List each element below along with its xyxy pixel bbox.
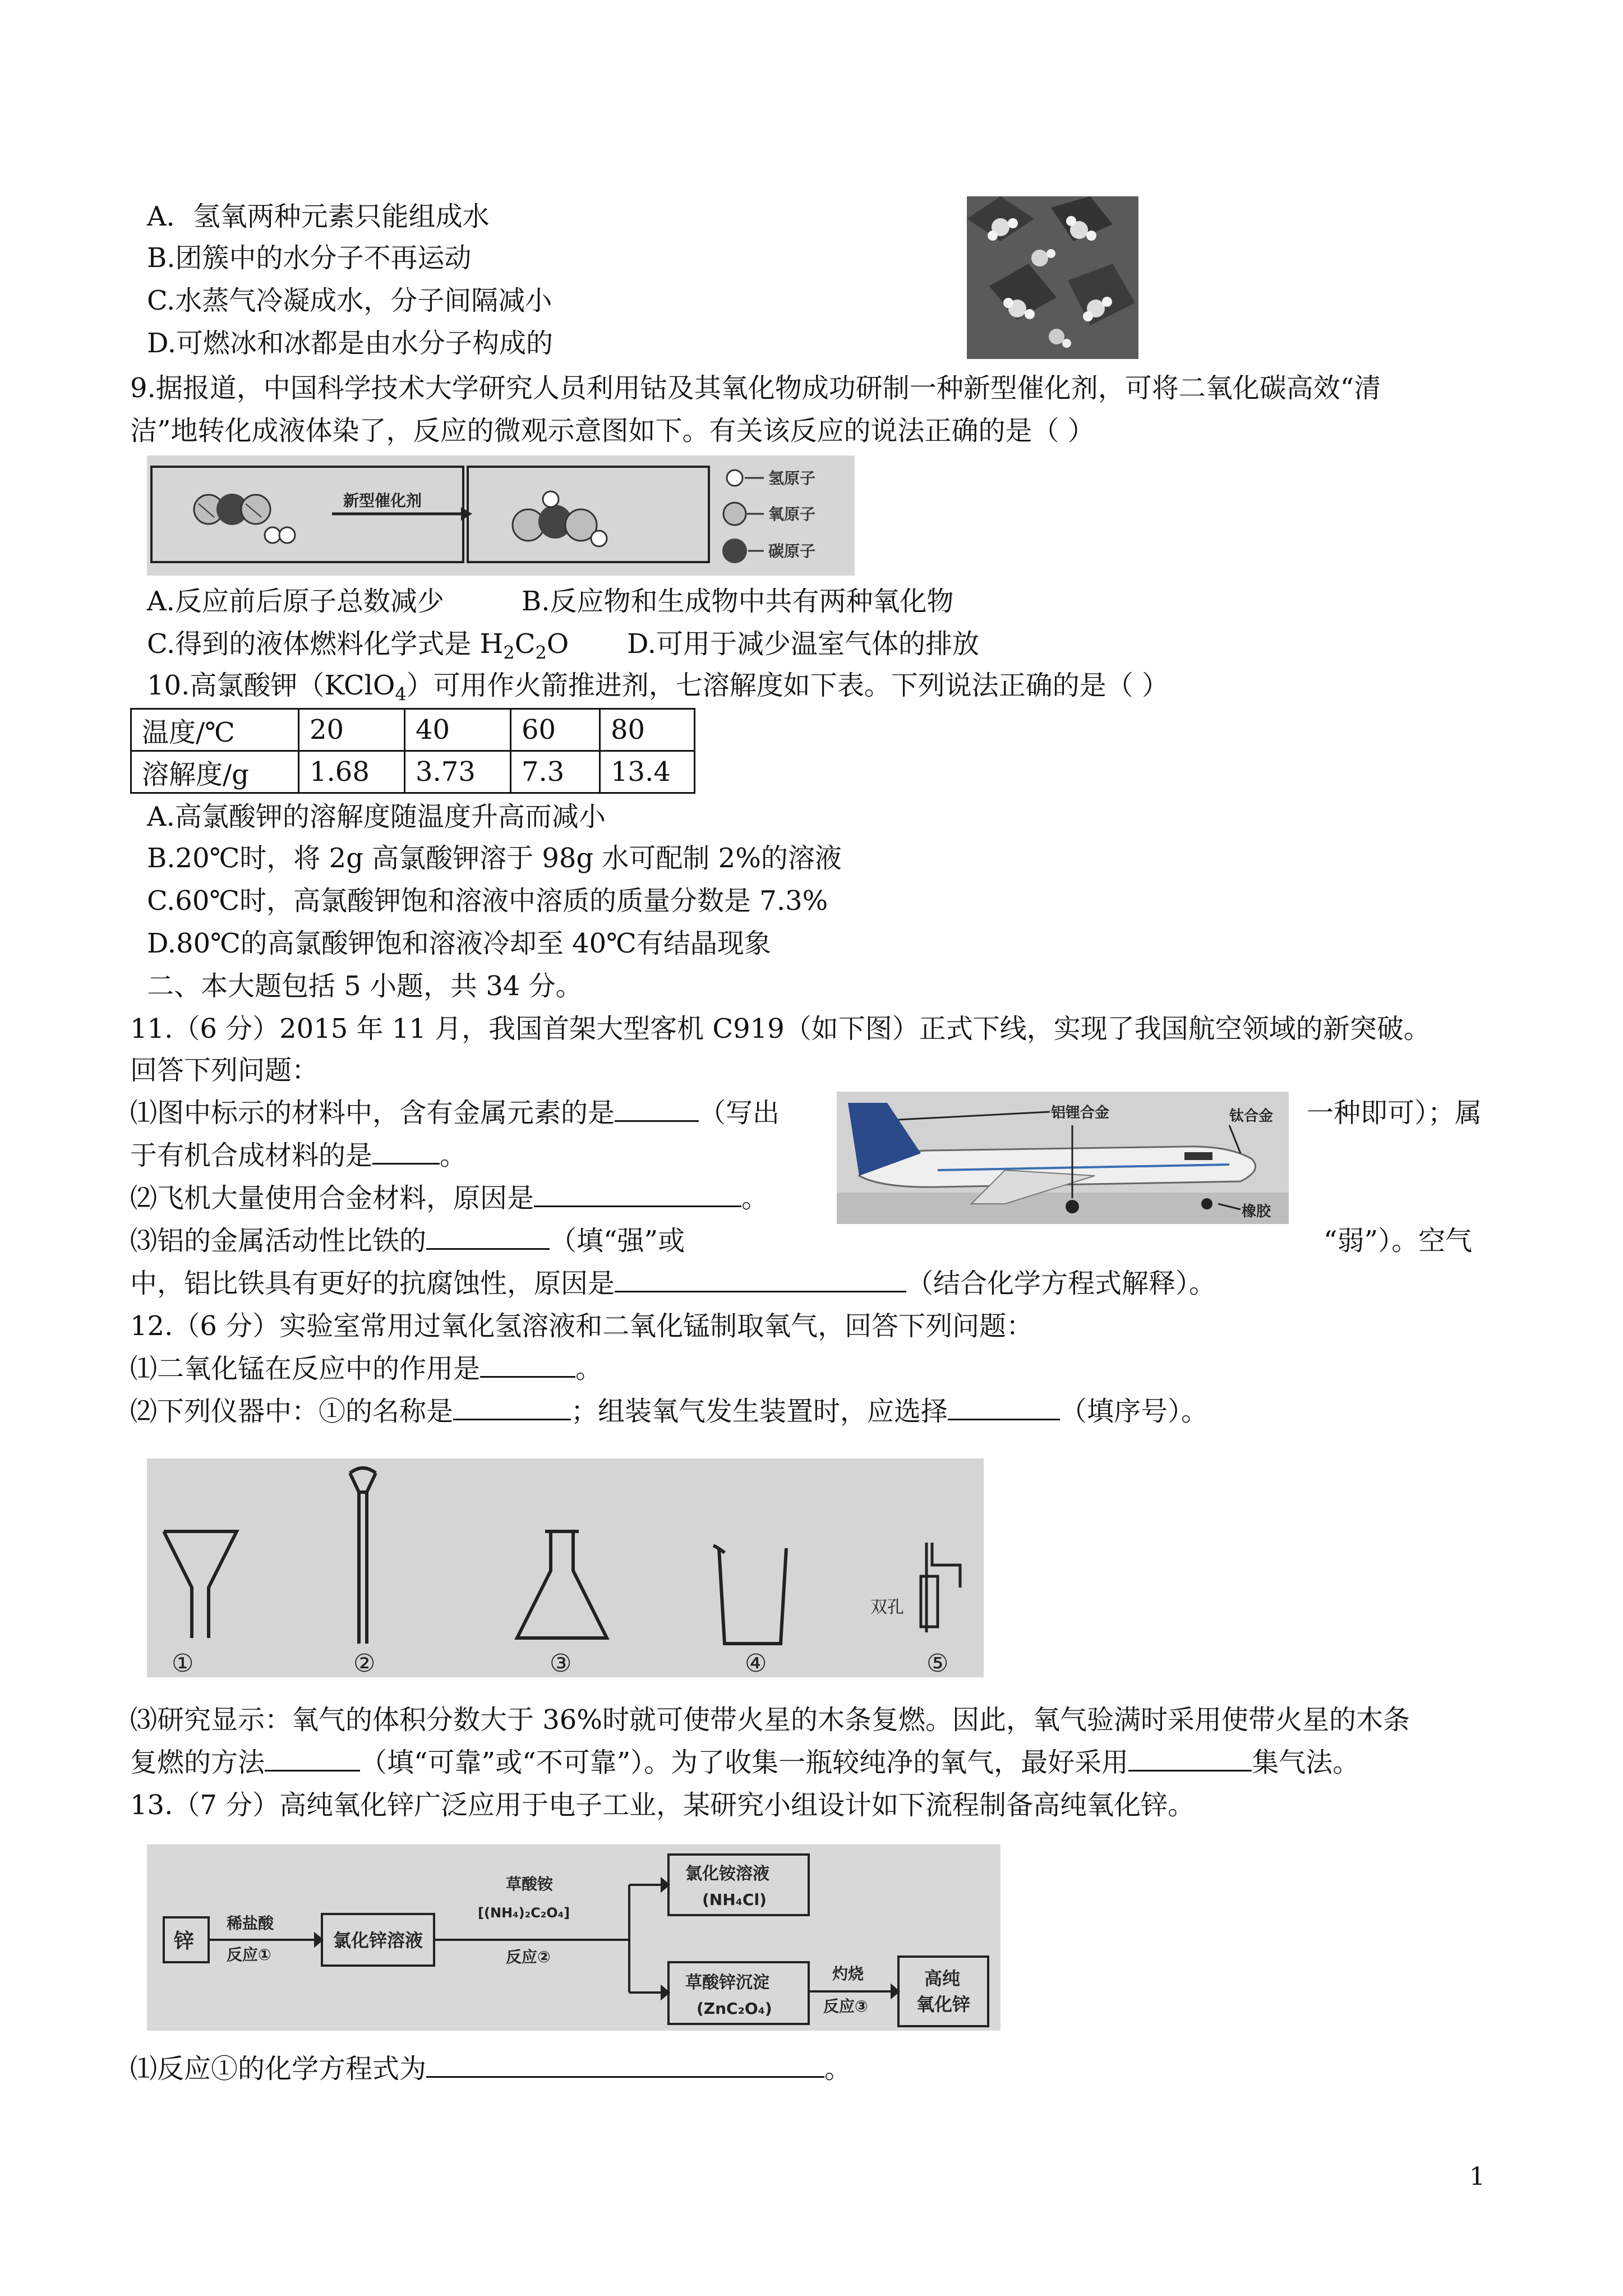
table-cell: 7.3 bbox=[511, 751, 600, 793]
c919-airplane-image bbox=[837, 1092, 1289, 1224]
page-number: 1 bbox=[1469, 2162, 1485, 2191]
section-2-heading: 二、本大题包括 5 小题，共 34 分。 bbox=[147, 970, 583, 1002]
q9-option-a: A.反应前后原子总数减少 bbox=[147, 586, 444, 617]
table-cell: 1.68 bbox=[299, 751, 405, 793]
flow-znc2o4-name: 草酸锌沉淀 bbox=[685, 1973, 769, 1993]
q13-part1: ⑴反应①的化学方程式为 。 bbox=[130, 2053, 852, 2085]
flow-nh4cl-formula: (NH₄Cl) bbox=[702, 1890, 767, 1909]
q11-stem-line1: 11.（6 分）2015 年 11 月，我国首架大型客机 C919（如下图）正式下线，实现了我国航空领域的新突破。 bbox=[130, 1013, 1431, 1045]
q12-part3-line1: ⑶研究显示：氧气的体积分数大于 36%时就可使带火星的木条复燃。因此，氧气验满时采用使带火星的木条 bbox=[130, 1704, 1410, 1736]
answer-blank[interactable] bbox=[615, 1268, 906, 1292]
q8-option-b: B.团簇中的水分子不再运动 bbox=[147, 242, 472, 274]
q10-option-b: B.20℃时，将 2g 高氯酸钾溶于 98g 水可配制 2%的溶液 bbox=[147, 843, 842, 874]
table-cell: 80 bbox=[600, 709, 695, 751]
table-cell: 3.73 bbox=[405, 751, 511, 793]
plane-label-rubber: 橡胶 bbox=[1242, 1203, 1271, 1220]
q13-stem: 13.（7 分）高纯氧化锌广泛应用于电子工业，某研究小组设计如下流程制备高纯氧化锌。 bbox=[130, 1789, 1195, 1821]
lab-instruments-image bbox=[147, 1458, 984, 1677]
table-cell: 60 bbox=[511, 709, 600, 751]
flow-product-line2: 氧化锌 bbox=[916, 1994, 971, 2015]
q10-option-c: C.60℃时，高氯酸钾饱和溶液中溶质的质量分数是 7.3% bbox=[147, 885, 828, 917]
answer-blank[interactable] bbox=[615, 1098, 699, 1122]
legend-oxygen: 氧原子 bbox=[768, 505, 816, 523]
flow-reaction3: 反应③ bbox=[823, 1997, 868, 2016]
q11-stem-line2: 回答下列问题： bbox=[130, 1055, 319, 1086]
plane-label-al-li: 铝锂合金 bbox=[1051, 1105, 1110, 1121]
table-cell: 13.4 bbox=[600, 751, 695, 793]
answer-blank[interactable] bbox=[372, 1140, 440, 1165]
q10-stem: 10.高氯酸钾（KClO$_4$）可用作火箭推进剂，七溶解度如下表。下列说法正确的是（ ） bbox=[147, 670, 1169, 705]
table-cell: 溶解度/g bbox=[131, 751, 299, 793]
answer-blank[interactable] bbox=[426, 2054, 824, 2078]
flow-znc2o4-formula: (ZnC₂O₄) bbox=[697, 1999, 772, 2018]
instrument-num-5: ⑤ bbox=[926, 1649, 949, 1677]
answer-blank[interactable] bbox=[480, 1354, 575, 1378]
solubility-table bbox=[130, 708, 695, 794]
table-cell: 20 bbox=[299, 709, 405, 751]
flow-burn: 灼烧 bbox=[832, 1964, 864, 1983]
q11-part3-line2: 中，铝比铁具有更好的抗腐蚀性，原因是 （结合化学方程式解释）。 bbox=[130, 1268, 1216, 1299]
flow-zncl2: 氯化锌溶液 bbox=[333, 1930, 423, 1951]
q11-part2: ⑵飞机大量使用合金材料，原因是 。 bbox=[130, 1182, 769, 1214]
answer-blank[interactable] bbox=[426, 1226, 550, 1250]
answer-blank[interactable] bbox=[534, 1183, 741, 1207]
flow-reaction2: 反应② bbox=[506, 1948, 551, 1966]
q11-part3-tail: “弱”）。空气 bbox=[1324, 1225, 1473, 1257]
legend-hydrogen: 氢原子 bbox=[768, 469, 816, 487]
stopper-label: 双孔 bbox=[870, 1598, 904, 1617]
flow-zinc: 锌 bbox=[174, 1930, 195, 1953]
plane-label-ti: 钛合金 bbox=[1229, 1108, 1274, 1125]
answer-blank[interactable] bbox=[453, 1396, 571, 1420]
instrument-num-1: ① bbox=[172, 1649, 194, 1677]
flow-reagent2-formula: [(NH₄)₂C₂O₄] bbox=[478, 1905, 570, 1921]
q9-option-c: C.得到的液体燃料化学式是 $H_2C_2O$ bbox=[147, 628, 569, 664]
q9-option-d: D.可用于减少温室气体的排放 bbox=[627, 628, 980, 660]
q10-option-a: A.高氯酸钾的溶解度随温度升高而减小 bbox=[147, 801, 606, 832]
q12-part2: ⑵下列仪器中：①的名称是 ；组装氧气发生装置时，应选择 （填序号）。 bbox=[130, 1396, 1209, 1427]
q9-option-b: B.反应物和生成物中共有两种氧化物 bbox=[522, 586, 954, 617]
q11-part1-line1: ⑴图中标示的材料中，含有金属元素的是 （写出 bbox=[130, 1097, 780, 1129]
water-cluster-image bbox=[967, 196, 1138, 359]
q8-option-c: C.水蒸气冷凝成水，分子间隔减小 bbox=[147, 285, 552, 316]
catalyst-label: 新型催化剂 bbox=[343, 491, 422, 510]
answer-blank[interactable] bbox=[948, 1396, 1060, 1420]
instrument-num-3: ③ bbox=[550, 1649, 572, 1677]
q10-option-d: D.80℃的高氯酸钾饱和溶液冷却至 40℃有结晶现象 bbox=[147, 928, 771, 959]
instrument-num-4: ④ bbox=[745, 1649, 767, 1677]
flow-reagent1: 稀盐酸 bbox=[227, 1914, 274, 1932]
table-row bbox=[131, 751, 695, 793]
table-cell: 温度/℃ bbox=[131, 709, 299, 751]
legend-carbon: 碳原子 bbox=[768, 542, 816, 560]
q12-part1: ⑴二氧化锰在反应中的作用是 。 bbox=[130, 1353, 603, 1384]
q12-stem: 12.（6 分）实验室常用过氧化氢溶液和二氧化锰制取氧气，回答下列问题： bbox=[130, 1310, 1034, 1342]
q9-stem-line2: 洁”地转化成液体染了，反应的微观示意图如下。有关该反应的说法正确的是（ ） bbox=[130, 415, 1095, 447]
answer-blank[interactable] bbox=[1128, 1747, 1252, 1772]
answer-blank[interactable] bbox=[265, 1747, 360, 1772]
co2-molecule bbox=[194, 494, 270, 525]
table-cell: 40 bbox=[405, 709, 511, 751]
q8-option-a: A．氢氧两种元素只能组成水 bbox=[147, 201, 490, 232]
q11-part3-line1: ⑶铝的金属活动性比铁的 （填“强”或 bbox=[130, 1225, 685, 1257]
q12-part3-line2: 复燃的方法 （填“可靠”或“不可靠”）。为了收集一瓶较纯净的氧气，最好采用 集气法。 bbox=[130, 1747, 1360, 1778]
flow-reaction1: 反应① bbox=[227, 1945, 271, 1964]
flow-nh4cl-name: 氯化铵溶液 bbox=[685, 1864, 769, 1884]
flow-reagent2: 草酸铵 bbox=[506, 1875, 554, 1893]
flow-product-line1: 高纯 bbox=[924, 1968, 961, 1989]
q11-part1-line2: 于有机合成材料的是 。 bbox=[130, 1140, 467, 1171]
instrument-num-2: ② bbox=[353, 1649, 376, 1677]
q8-option-d: D.可燃冰和冰都是由水分子构成的 bbox=[147, 328, 554, 359]
q9-stem-line1: 9.据报道，中国科学技术大学研究人员利用钴及其氧化物成功研制一种新型催化剂，可将二氧化碳高效“清 bbox=[130, 372, 1381, 404]
reaction-micro-diagram bbox=[147, 455, 855, 576]
table-row bbox=[131, 709, 695, 751]
zinc-oxide-flowchart bbox=[147, 1844, 1000, 2031]
q11-part1-tail: 一种即可）；属 bbox=[1307, 1097, 1482, 1129]
